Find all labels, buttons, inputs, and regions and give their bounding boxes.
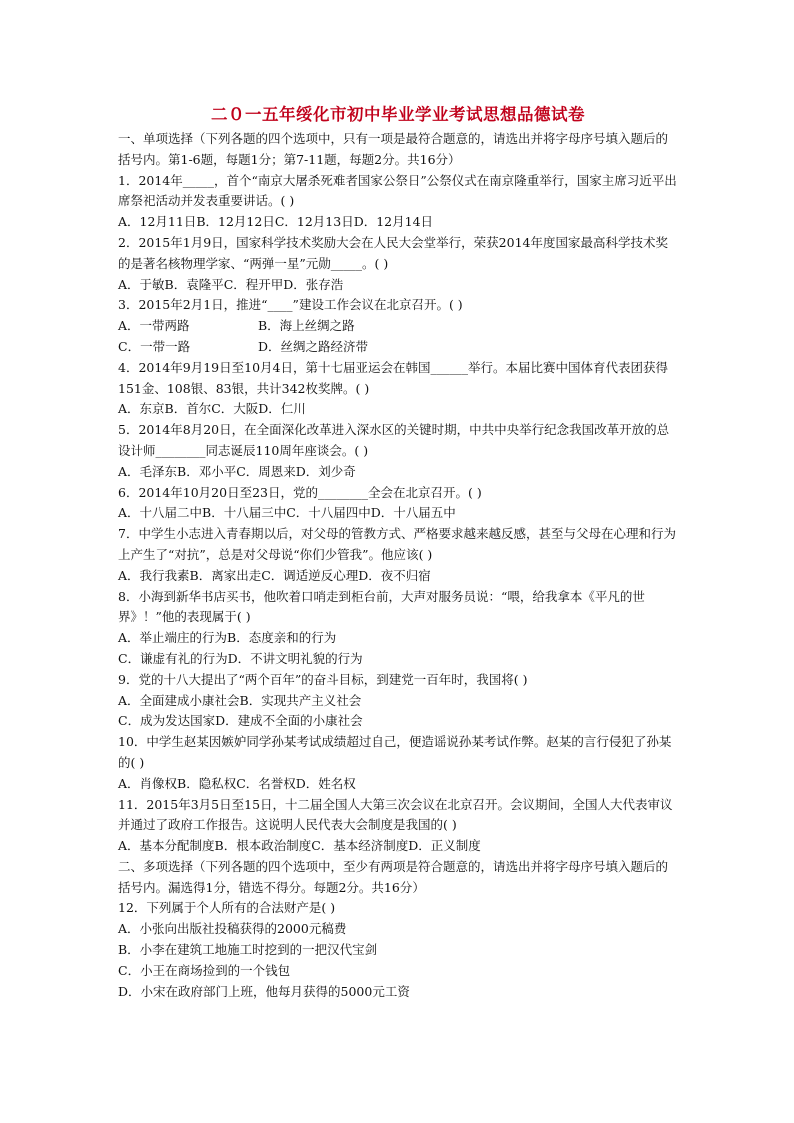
question-1-stem: 1．2014年_____，首个“南京大屠杀死难者国家公祭日”公祭仪式在南京隆重举行，国家主席习近平出席祭祀活动并发表重要讲话。( ) <box>118 172 677 209</box>
question-5-options: A．毛泽东B．邓小平C．周恩来D．刘少奇 <box>118 463 356 479</box>
question-12-option-c: C．小王在商场捡到的一个钱包 <box>118 962 291 978</box>
question-12-option-b: B．小李在建筑工地施工时挖到的一把汉代宝剑 <box>118 942 378 958</box>
question-3-option-b: B．海上丝绸之路 <box>258 318 355 334</box>
question-3-option-c: C．一带一路 <box>118 338 191 354</box>
question-6-stem: 6．2014年10月20日至23日，党的________全会在北京召开。( ) <box>118 484 482 500</box>
section2-heading: 二、多项选择（下列各题的四个选项中，至少有两项是符合题意的，请选出并将字母序号填入题后的括号内。漏选得1分，错选不得分。每题2分。共16分） <box>118 858 669 895</box>
question-3-options-ab <box>118 316 678 337</box>
question-7-options: A．我行我素B．离家出走C．调适逆反心理D．夜不归宿 <box>118 567 431 583</box>
question-9-options-ab: A．全面建成小康社会B．实现共产主义社会 <box>118 692 362 708</box>
question-1-options: A．12月11日B．12月12日C．12月13日D．12月14日 <box>118 214 434 230</box>
question-11-options: A．基本分配制度B．根本政治制度C．基本经济制度D．正义制度 <box>118 838 481 854</box>
question-8-stem: 8．小海到新华书店买书，他吹着口哨走到柜台前，大声对服务员说：“喂，给我拿本《平凡的世界》！”他的表现属于( ) <box>118 588 645 625</box>
question-9-stem: 9．党的十八大提出了“两个百年”的奋斗目标，到建党一百年时，我国将( ) <box>118 671 528 687</box>
question-3-option-d: D．丝绸之路经济带 <box>258 338 369 354</box>
question-12-option-a: A．小张向出版社投稿获得的2000元稿费 <box>118 921 347 937</box>
question-8-options-ab: A．举止端庄的行为B．态度亲和的行为 <box>118 630 337 646</box>
question-8-options-cd: C．谦虚有礼的行为D．不讲文明礼貌的行为 <box>118 650 363 666</box>
exam-page <box>118 103 678 1002</box>
question-3-stem: 3．2015年2月1日，推进“____”建设工作会议在北京召开。( ) <box>118 297 463 313</box>
question-4-stem: 4．2014年9月19日至10月4日，第十七届亚运会在韩国______举行。本届比赛中国体育代表团获得151金、108银、83银，共计342枚奖牌。( ) <box>118 359 668 396</box>
question-7-stem: 7．中学生小志进入青春期以后，对父母的管教方式、严格要求越来越反感，甚至与父母在心理和行为上产生了“对抗”，总是对父母说“你们少管我”。他应该( ) <box>118 526 676 562</box>
question-3-option-a: A．一带两路 <box>118 318 190 334</box>
question-2-options: A．于敏B．袁隆平C．程开甲D．张存浩 <box>118 276 344 292</box>
question-9-options-cd: C．成为发达国家D．建成不全面的小康社会 <box>118 713 363 729</box>
question-6-options: A．十八届二中B．十八届三中C．十八届四中D．十八届五中 <box>118 505 456 521</box>
question-12-stem: 12．下列属于个人所有的合法财产是( ) <box>118 900 336 916</box>
question-10-stem: 10．中学生赵某因嫉妒同学孙某考试成绩超过自己，便造谣说孙某考试作弊。赵某的言行侵犯了孙某的( ) <box>118 734 672 770</box>
question-4-options: A．东京B．首尔C．大阪D．仁川 <box>118 401 306 417</box>
section1-heading: 一、单项选择（下列各题的四个选项中，只有一项是最符合题意的，请选出并将字母序号填入题后的括号内。第1-6题，每题1分；第7-11题，每题2分。共16分） <box>118 131 669 167</box>
question-2-stem: 2．2015年1月9日，国家科学技术奖励大会在人民大会堂举行，荣获2014年度国家最高科学技术奖的是著名核物理学家、“两弹一星”元勋_____。( ) <box>118 234 668 271</box>
question-11-stem: 11．2015年3月5日至15日，十二届全国人大第三次会议在北京召开。会议期间，全国人大代表审议并通过了政府工作报告。这说明人民代表大会制度是我国的( ) <box>118 796 673 833</box>
question-10-options: A．肖像权B．隐私权C．名誉权D．姓名权 <box>118 775 356 791</box>
page-title: 二０一五年绥化市初中毕业学业考试思想品德试卷 <box>211 105 585 124</box>
question-12-option-d: D．小宋在政府部门上班，他每月获得的5000元工资 <box>118 983 410 999</box>
question-5-stem: 5．2014年8月20日，在全面深化改革进入深水区的关键时期，中共中央举行纪念我国改革开放的总设计师________同志诞辰110周年座谈会。( ) <box>118 422 670 458</box>
question-3-options-cd <box>118 337 678 358</box>
